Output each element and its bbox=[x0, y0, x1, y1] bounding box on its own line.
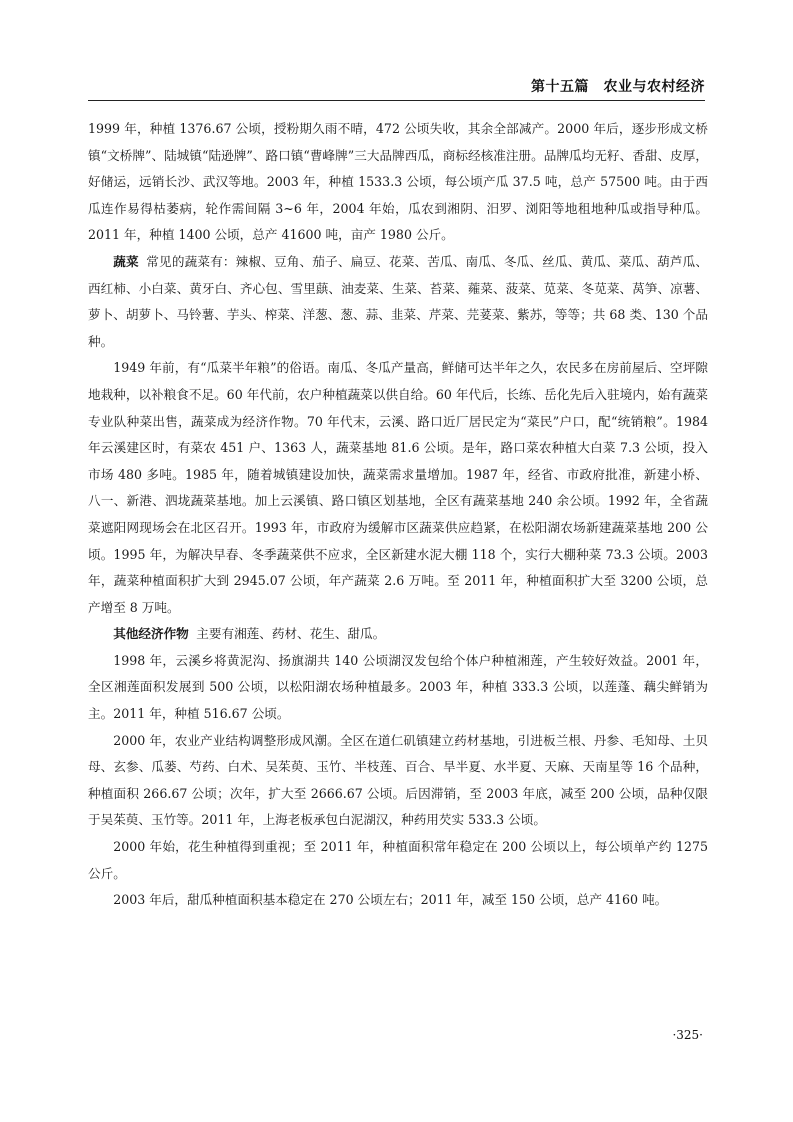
section-term: 其他经济作物 bbox=[113, 626, 189, 642]
paragraph bbox=[88, 355, 708, 621]
paragraph-text: 主要有湘莲、药材、花生、甜瓜。 bbox=[196, 626, 386, 642]
paragraph-text: 2000 年，农业产业结构调整形成风潮。全区在道仁矶镇建立药材基地，引进板兰根、丹参、毛知母、土贝母、玄参、瓜蒌、芍药、白术、吴茱萸、玉竹、半枝莲、百合、旱半夏、水半夏、天麻、天南星等 16 个品种，种植面积 266.67 公顷；次年，扩大至 2666.67 公顷。后因滞销，至 2003 年底，减至 200 公顷，品种仅限于吴茱萸、玉竹等。2011 年，上海老板承包白泥湖汉，种药用芡实 533.3 公顷。 bbox=[88, 732, 708, 828]
page-number: ·325· bbox=[672, 1028, 703, 1042]
page-header bbox=[88, 70, 705, 101]
paragraph-text: 2000 年始，花生种植得到重视；至 2011 年，种植面积常年稳定在 200 公顷以上，每公顷单产约 1275 公斤。 bbox=[88, 839, 708, 881]
paragraph-text: 1999 年，种植 1376.67 公顷，授粉期久雨不晴，472 公顷失收，其余全部减产。2000 年后，逐步形成文桥镇“文桥牌”、陆城镇“陆逊牌”、路口镇“曹峰牌”三大品牌西瓜，商标经核准注册。品牌瓜均无籽、香甜、皮厚，好储运，远销长沙、武汉等地。2003 年，种植 1533.3 公顷，每公顷产瓜 37.5 吨，总产 57500 吨。由于西瓜连作易得枯萎病，轮作需间隔 3~6 年，2004 年始，瓜农到湘阴、汨罗、浏阳等地租地种瓜或指导种瓜。2011 年，种植 1400 公顷，总产 41600 吨，亩产 1980 公斤。 bbox=[88, 121, 708, 243]
paragraph bbox=[88, 728, 708, 834]
paragraph bbox=[88, 116, 708, 249]
paragraph-text: 1998 年，云溪乡将黄泥沟、扬旗湖共 140 公顷湖汊发包给个体户种植湘莲，产生较好效益。2001 年，全区湘莲面积发展到 500 公顷，以松阳湖农场种植最多。2003 年，种植 333.3 公顷，以莲蓬、藕尖鲜销为主。2011 年，种植 516.67 公顷。 bbox=[88, 652, 708, 722]
paragraph-text: 2003 年后，甜瓜种植面积基本稳定在 270 公顷左右；2011 年，减至 150 公顷，总产 4160 吨。 bbox=[113, 892, 668, 908]
paragraph-text: 常见的蔬菜有：辣椒、豆角、茄子、扁豆、花菜、苦瓜、南瓜、冬瓜、丝瓜、黄瓜、菜瓜、葫芦瓜、西红柿、小白菜、黄牙白、齐心包、雪里蕻、油麦菜、生菜、苔菜、蕹菜、菠菜、苋菜、冬苋菜、莴笋、凉薯、萝卜、胡萝卜、马铃薯、芋头、榨菜、洋葱、葱、蒜、韭菜、芹菜、芫荽菜、紫苏，等等；共 68 类、130 个品种。 bbox=[88, 253, 709, 349]
paragraph bbox=[88, 887, 708, 914]
chapter-title: 第十五篇 农业与农村经济 bbox=[531, 79, 705, 95]
body-text bbox=[88, 116, 708, 914]
paragraph bbox=[88, 621, 708, 648]
paragraph-text: 1949 年前，有“瓜菜半年粮”的俗语。南瓜、冬瓜产量高，鲜储可达半年之久，农民多在房前屋后、空坪隙地栽种，以补粮食不足。60 年代前，农户种植蔬菜以供自给。60 年代后，长练、岳化先后入驻境内，始有蔬菜专业队种菜出售，蔬菜成为经济作物。70 年代末，云溪、路口近厂居民定为“菜民”户口，配“统销粮”。1984 年云溪建区时，有菜农 451 户、1363 人，蔬菜基地 81.6 公顷。是年，路口菜农种植大白菜 7.3 公顷，投入市场 480 多吨。1985 年，随着城镇建设加快，蔬菜需求量增加。1987 年，经省、市政府批准，新建小桥、八一、新港、泗垅蔬菜基地。加上云溪镇、路口镇区划基地，全区有蔬菜基地 240 余公顷。1992 年，全省蔬菜遮阳网现场会在北区召开。1993 年，市政府为缓解市区蔬菜供应趋紧，在松阳湖农场新建蔬菜基地 200 公顷。1995 年，为解决早春、冬季蔬菜供不应求，全区新建水泥大棚 118 个，实行大棚种菜 73.3 公顷。2003 年，蔬菜种植面积扩大到 2945.07 公顷，年产蔬菜 2.6 万吨。至 2011 年，种植面积扩大至 3200 公顷，总产增至 8 万吨。 bbox=[88, 360, 708, 615]
paragraph bbox=[88, 648, 708, 728]
paragraph bbox=[88, 249, 708, 355]
paragraph bbox=[88, 834, 708, 887]
section-term: 蔬菜 bbox=[113, 253, 139, 269]
